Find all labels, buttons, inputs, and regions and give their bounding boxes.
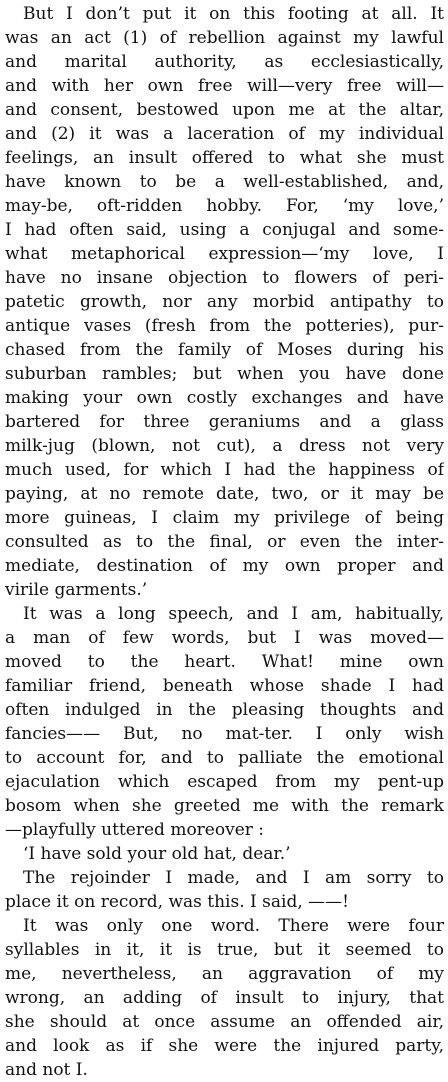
text-line: wrong, an adding of insult to injury, that	[5, 988, 444, 1008]
text-line: have known to be a well-established, and,	[5, 172, 444, 192]
text-line: bosom when she greeted me with the remark	[5, 796, 444, 816]
paragraph	[5, 914, 444, 1082]
text-line: The rejoinder I made, and I am sorry to	[23, 868, 444, 888]
text-line: patetic growth, nor any morbid antipathy to	[5, 292, 444, 312]
text-line: suburban rambles; but when you have done	[5, 364, 444, 384]
text-line: chased from the family of Moses during his	[5, 340, 444, 360]
text-line: antique vases (fresh from the potteries), pur-	[5, 316, 444, 336]
text-line: was an act (1) of rebellion against my lawful	[5, 28, 444, 48]
text-line: bartered for three geraniums and a glass	[5, 412, 444, 432]
text-line: often indulged in the pleasing thoughts and	[5, 700, 444, 720]
text-line: making your own costly exchanges and have	[5, 388, 444, 408]
text-line: and consent, bestowed upon me at the altar,	[5, 100, 444, 120]
text-line: It was a long speech, and I am, habitually,	[23, 604, 444, 624]
text-line: familiar friend, beneath whose shade I had	[5, 676, 444, 696]
text-line: fancies—— But, no mat-ter. I only wish	[5, 724, 444, 744]
paragraph	[5, 602, 444, 842]
text-line: she should at once assume an offended air,	[5, 1012, 444, 1032]
text-line: I had often said, using a conjugal and some-	[5, 220, 444, 240]
text-line: and look as if she were the injured party,	[5, 1036, 444, 1056]
text-line: and with her own free will—very free will—	[5, 76, 444, 96]
text-line: and (2) it was a laceration of my individual	[5, 124, 444, 144]
text-line: what metaphorical expression—‘my love, I	[5, 244, 444, 264]
paragraph	[5, 842, 444, 866]
text-line: But I don’t put it on this footing at all. It	[23, 4, 444, 24]
text-line: and marital authority, as ecclesiastically,	[5, 52, 444, 72]
text-line: more guineas, I claim my privilege of being	[5, 508, 444, 528]
text-line: consulted as to the final, or even the inter-	[5, 532, 444, 552]
text-line: moved to the heart. What! mine own	[5, 652, 444, 672]
text-line: syllables in it, it is true, but it seemed to	[5, 940, 444, 960]
text-line: and not I.	[5, 1060, 88, 1080]
text-line: ‘I have sold your old hat, dear.’	[23, 844, 291, 864]
paragraph	[5, 2, 444, 602]
text-line: have no insane objection to flowers of peri-	[5, 268, 444, 288]
text-line: virile garments.’	[5, 580, 148, 600]
paragraph	[5, 866, 444, 914]
text-line: a man of few words, but I was moved—	[5, 628, 444, 648]
text-line: much used, for which I had the happiness of	[5, 460, 444, 480]
text-line: mediate, destination of my own proper and	[5, 556, 444, 576]
text-line: me, nevertheless, an aggravation of my	[5, 964, 444, 984]
text-line: feelings, an insult offered to what she must	[5, 148, 444, 168]
text-line: —playfully uttered moreover :	[5, 820, 265, 840]
text-line: paying, at no remote date, two, or it may be	[5, 484, 444, 504]
text-line: It was only one word. There were four	[23, 916, 444, 936]
text-line: may-be, oft-ridden hobby. For, ‘my love,’	[5, 196, 444, 216]
text-line: ejaculation which escaped from my pent-up	[5, 772, 444, 792]
text-line: place it on record, was this. I said, ——!	[5, 892, 349, 912]
document-body	[5, 2, 444, 1082]
text-line: to account for, and to palliate the emotional	[5, 748, 444, 768]
text-line: milk-jug (blown, not cut), a dress not very	[5, 436, 444, 456]
